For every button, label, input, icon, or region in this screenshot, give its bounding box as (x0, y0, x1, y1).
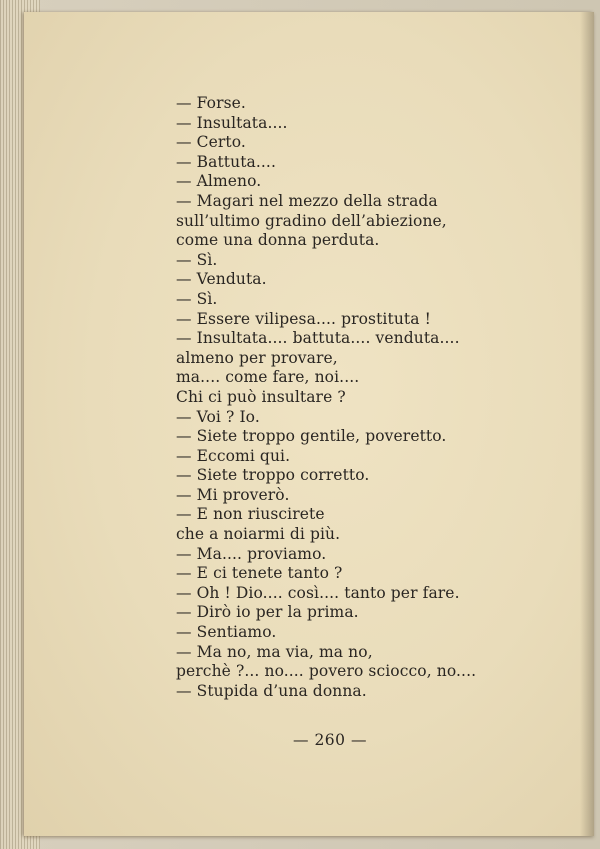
text-line: — Voi ? Io. (176, 407, 260, 426)
text-line: — Sentiamo. (176, 623, 277, 642)
text-line: sull’ultimo gradino dell’abiezione, (176, 211, 447, 230)
text-line: ma.... come fare, noi.... (176, 368, 360, 387)
text-line: — Oh ! Dio.... così.... tanto per fare. (176, 583, 460, 602)
page-number: — 260 — (293, 731, 367, 749)
text-line: — Magari nel mezzo della strada (176, 191, 438, 210)
text-line: — Venduta. (176, 270, 267, 289)
text-line: perchè ?... no.... povero sciocco, no.... (176, 662, 477, 681)
text-line: — Almeno. (176, 172, 262, 191)
text-line: — Ma no, ma via, ma no, (176, 642, 373, 661)
text-line: — Siete troppo gentile, poveretto. (176, 427, 447, 446)
text-line: almeno per provare, (176, 348, 338, 367)
text-line: — E non riuscirete (176, 505, 325, 524)
text-line: — Insultata.... battuta.... venduta.... (176, 329, 460, 348)
text-line: — Siete troppo corretto. (176, 466, 370, 485)
text-line: — E ci tenete tanto ? (176, 564, 343, 583)
text-line: — Stupida d’una donna. (176, 681, 367, 700)
text-line: — Forse. (176, 94, 246, 112)
dialogue-text (176, 94, 496, 701)
text-line: Chi ci può insultare ? (176, 387, 346, 406)
text-line: — Certo. (176, 133, 246, 152)
text-line: — Dirò io per la prima. (176, 603, 359, 622)
text-line: come una donna perduta. (176, 231, 380, 250)
text-line: — Sì. (176, 289, 218, 308)
text-line: — Ma.... proviamo. (176, 544, 327, 563)
text-line: — Insultata.... (176, 113, 288, 132)
text-line: — Eccomi qui. (176, 446, 291, 465)
text-line: che a noiarmi di più. (176, 525, 341, 544)
text-line: — Battuta.... (176, 152, 276, 171)
text-line: — Essere vilipesa.... prostituta ! (176, 309, 431, 328)
text-line: — Mi proverò. (176, 485, 290, 504)
text-line: — Sì. (176, 250, 218, 269)
gutter-shadow (580, 12, 594, 836)
